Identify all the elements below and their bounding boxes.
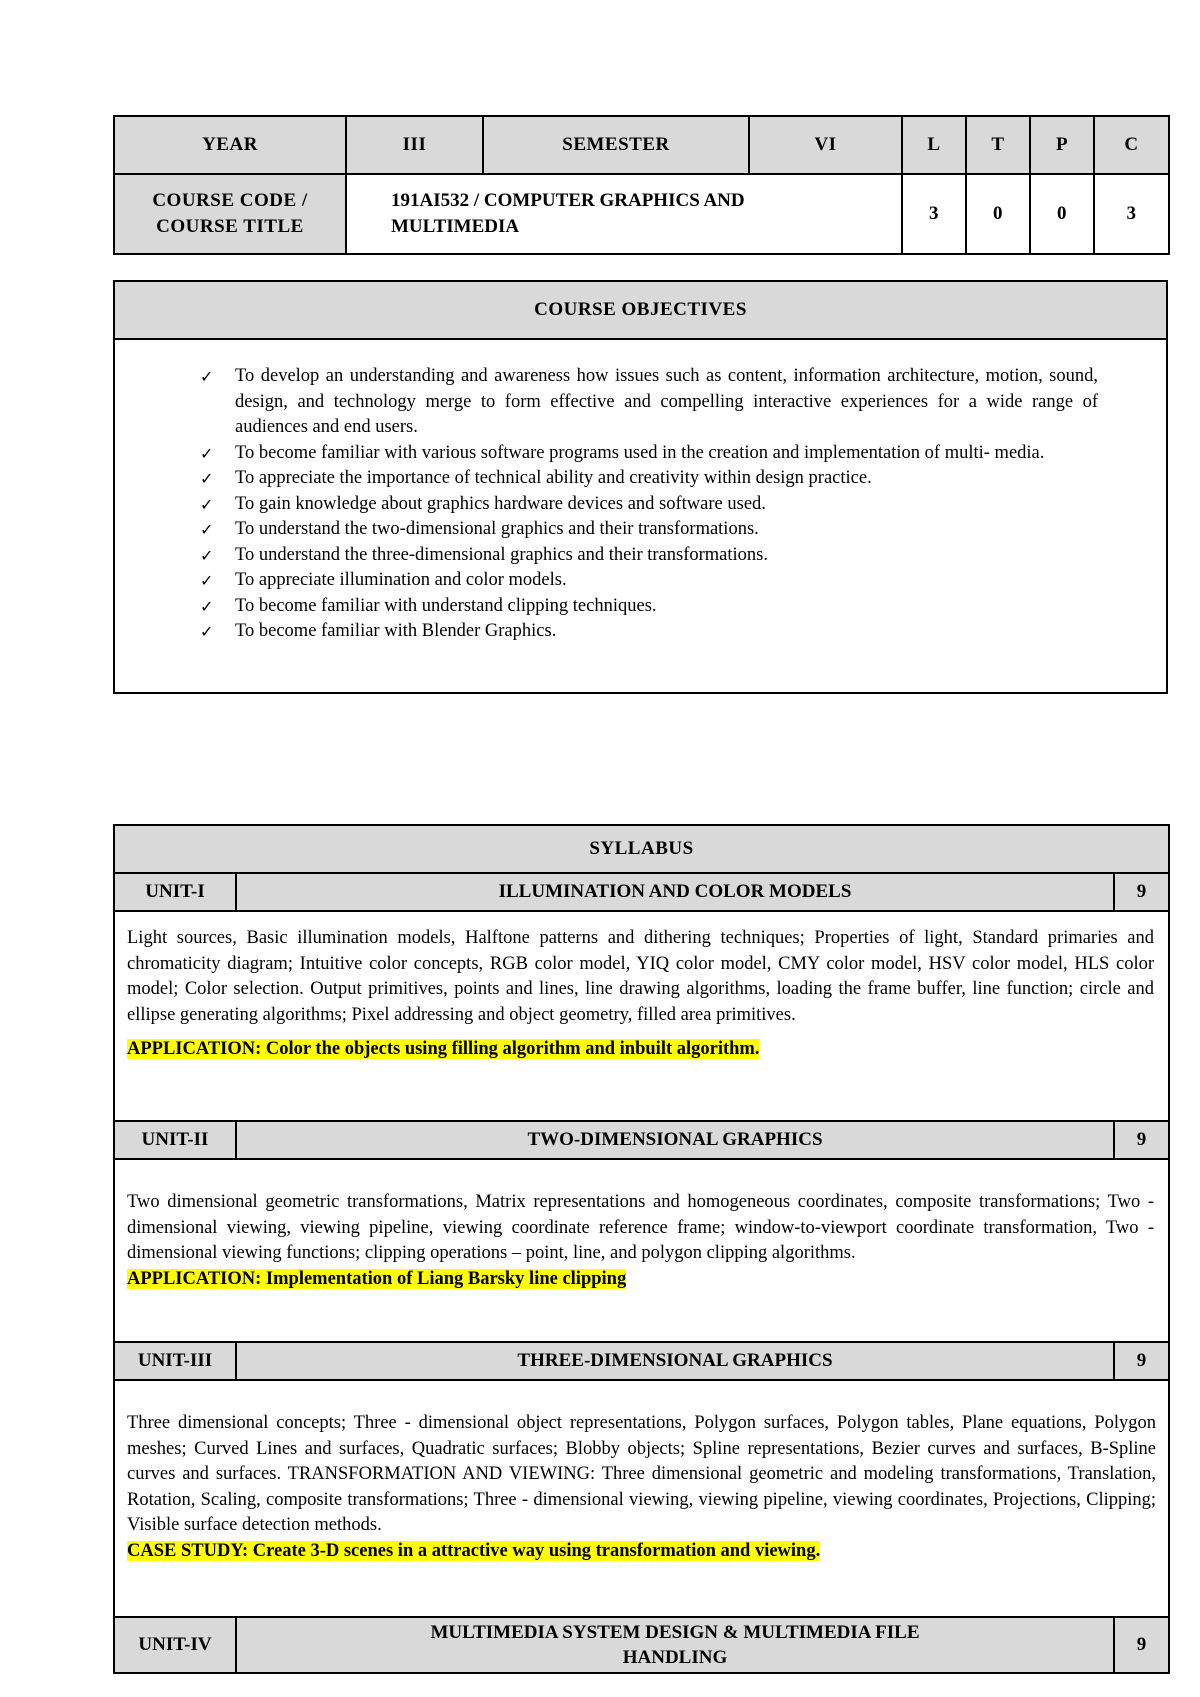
unit-3-hours: 9 bbox=[1114, 1342, 1169, 1380]
objective-item bbox=[200, 568, 1098, 594]
unit-4-hours: 9 bbox=[1114, 1617, 1169, 1673]
course-header-table bbox=[113, 115, 1170, 255]
objective-text: To understand the three-dimensional graphics and their transformations. bbox=[235, 544, 768, 565]
t-label: T bbox=[966, 116, 1030, 174]
objective-text: To gain knowledge about graphics hardware devices and software used. bbox=[235, 493, 766, 514]
unit-2-title: TWO-DIMENSIONAL GRAPHICS bbox=[236, 1121, 1114, 1159]
objective-text: To become familiar with various software programs used in the creation and implementation of multi- media. bbox=[235, 442, 1045, 463]
objectives-title: COURSE OBJECTIVES bbox=[114, 281, 1167, 339]
course-objectives-table bbox=[113, 280, 1168, 694]
objective-item bbox=[200, 619, 1098, 645]
l-label: L bbox=[902, 116, 966, 174]
p-value: 0 bbox=[1030, 174, 1094, 254]
objectives-list bbox=[200, 364, 1098, 645]
t-value: 0 bbox=[966, 174, 1030, 254]
checkmark-icon: ✓ bbox=[200, 367, 214, 386]
c-label: C bbox=[1094, 116, 1169, 174]
c-value: 3 bbox=[1094, 174, 1169, 254]
checkmark-icon: ✓ bbox=[200, 520, 214, 539]
unit-1-title: ILLUMINATION AND COLOR MODELS bbox=[236, 873, 1114, 911]
checkmark-icon: ✓ bbox=[200, 545, 214, 565]
checkmark-icon: ✓ bbox=[200, 494, 214, 514]
objective-item bbox=[200, 466, 1098, 492]
checkmark-icon: ✓ bbox=[200, 443, 214, 463]
unit-3-case-study: CASE STUDY: Create 3-D scenes in a attractive way using transformation and viewing. bbox=[127, 1540, 821, 1561]
p-label: P bbox=[1030, 116, 1094, 174]
checkmark-icon: ✓ bbox=[200, 596, 214, 616]
syllabus-table bbox=[113, 824, 1170, 1674]
objective-text: To appreciate the importance of technical ability and creativity within design practice. bbox=[235, 468, 872, 488]
year-label: YEAR bbox=[114, 116, 346, 174]
unit-1-hours: 9 bbox=[1114, 873, 1169, 911]
checkmark-icon: ✓ bbox=[200, 622, 214, 641]
l-value: 3 bbox=[902, 174, 966, 254]
syllabus-title: SYLLABUS bbox=[114, 825, 1169, 873]
unit-2-application: APPLICATION: Implementation of Liang Barsky line clipping bbox=[127, 1268, 627, 1289]
unit-2-content: Two dimensional geometric transformations, Matrix representations and homogeneous coordinates, composite transformations; Two - dimensional viewing, viewing pipeline, viewing coordinate reference frame; window-to-viewport coordinate transformation, Two - dimensional viewing functions; clipping operations – point, line, and polygon clipping algorithms. bbox=[127, 1192, 1155, 1263]
unit-1-body bbox=[114, 911, 1169, 1121]
objective-item bbox=[200, 517, 1098, 543]
objective-text: To become familiar with Blender Graphics. bbox=[235, 621, 557, 641]
unit-2-body bbox=[114, 1159, 1169, 1342]
course-code-label: COURSE CODE / COURSE TITLE bbox=[114, 174, 346, 254]
unit-1-content: Light sources, Basic illumination models, Halftone patterns and dithering techniques; Properties of light, Standard primaries and chromaticity diagram; Intuitive color concepts, RGB color model, YIQ color model, CMY color model, HSV color model, HLS color model; Color selection. Output primitives, points and lines, line drawing algorithms, loading the frame buffer, line function; circle and ellipse generating algorithms; Pixel addressing and object geometry, filled area primitives. bbox=[127, 928, 1155, 1025]
objective-text: To appreciate illumination and color models. bbox=[235, 570, 567, 590]
objective-item bbox=[200, 441, 1098, 467]
objective-text: To understand the two-dimensional graphics and their transformations. bbox=[235, 519, 759, 539]
semester-value: VI bbox=[749, 116, 902, 174]
checkmark-icon: ✓ bbox=[200, 571, 214, 590]
unit-4-label: UNIT-IV bbox=[114, 1617, 236, 1673]
unit-1-label: UNIT-I bbox=[114, 873, 236, 911]
unit-3-body bbox=[114, 1380, 1169, 1617]
unit-3-title: THREE-DIMENSIONAL GRAPHICS bbox=[236, 1342, 1114, 1380]
unit-3-label: UNIT-III bbox=[114, 1342, 236, 1380]
year-value: III bbox=[346, 116, 483, 174]
unit-2-hours: 9 bbox=[1114, 1121, 1169, 1159]
objectives-body bbox=[114, 339, 1167, 693]
objective-item bbox=[200, 364, 1098, 441]
unit-2-label: UNIT-II bbox=[114, 1121, 236, 1159]
checkmark-icon: ✓ bbox=[200, 469, 214, 488]
objective-text: To become familiar with understand clipping techniques. bbox=[235, 595, 657, 616]
objective-item bbox=[200, 543, 1098, 569]
unit-1-application: APPLICATION: Color the objects using filling algorithm and inbuilt algorithm. bbox=[127, 1039, 760, 1059]
unit-4-title: MULTIMEDIA SYSTEM DESIGN & MULTIMEDIA FILE HANDLING bbox=[236, 1617, 1114, 1673]
unit-3-content: Three dimensional concepts; Three - dimensional object representations, Polygon surfaces, Polygon tables, Plane equations, Polygon meshes; Curved Lines and surfaces, Quadratic surfaces; Blobby objects; Spline representations, Bezier curves and surfaces, B-Spline curves and surfaces. TRANSFORMATION AND VIEWING: Three dimensional geometric and modeling transformations, Translation, Rotation, Scaling, composite transformations; Three - dimensional viewing, viewing pipeline, viewing coordinates, Projections, Clipping; Visible surface detection methods. bbox=[127, 1413, 1157, 1535]
objective-item bbox=[200, 492, 1098, 518]
objective-item bbox=[200, 594, 1098, 620]
objective-text: To develop an understanding and awareness how issues such as content, information architecture, motion, sound, design, and technology merge to form effective and compelling interactive experiences for a wide range of audiences and end users. bbox=[235, 366, 1098, 437]
course-title: 191AI532 / COMPUTER GRAPHICS AND MULTIMEDIA bbox=[346, 174, 902, 254]
semester-label: SEMESTER bbox=[483, 116, 749, 174]
